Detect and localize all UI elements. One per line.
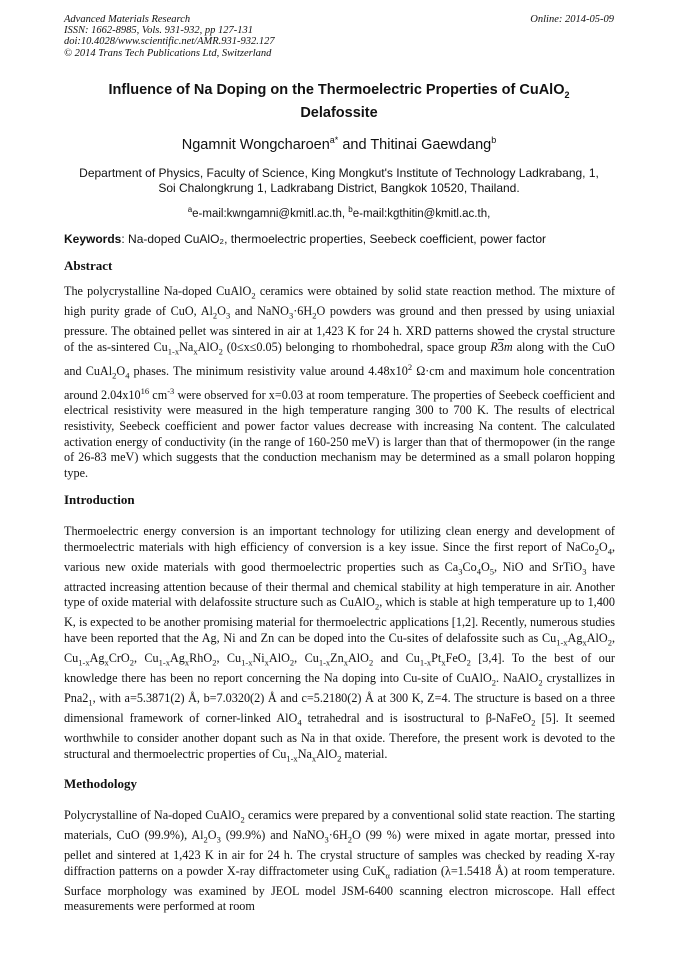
issn-line: ISSN: 1662-8985, Vols. 931-932, pp 127-131 [64, 25, 253, 37]
author-1: Ngamnit Wongcharoen [181, 136, 330, 153]
doi-line: doi:10.4028/www.scientific.net/AMR.931-932.127 [64, 36, 275, 48]
author-emails: $^a$e-mail:kwngamni@kmitl.ac.th, $^b$e-mail:kgthitin@kmitl.ac.th, [187, 205, 491, 220]
journal-name: Advanced Materials Research [64, 14, 191, 25]
author-2: Thitinai Gaewdang [370, 136, 492, 153]
paper-title: Influence of Na Doping on the Thermoelectric Properties of CuAlO$_2$ Delafossite [108, 82, 570, 121]
copyright-line: © 2014 Trans Tech Publications Ltd, Switzerland [64, 47, 272, 59]
methodology-heading: Methodology [64, 776, 137, 791]
author-list: Ngamnit Wongcharoen$^{a*}$ and Thitinai Gaewdang$^b$ [181, 135, 497, 153]
abstract-heading: Abstract [64, 258, 113, 273]
abstract-paragraph: The polycrystalline Na-doped CuAlO$_2$ ceramics were obtained by solid state reaction method. The mixture of high purity grade of CuO, $Al_2O_3$ and $NaNO_3\cdot 6H_2O$ powders was ground and then pressed by using uniaxial pressure. The obtained pellet was sintered in air at 1,423 K for 24 h. XRD patterns showed the crystal structure of the as-sintered $Cu_{1-x}Na_xAlO_2$ (0≤x≤0.05) belonging to rhombohedral, space group R3m along with the CuO and $CuAl_2O_4$ phases. The minimum resistivity value around $4.48x10^2$ Ω·cm and maximum hole concentration around $2.04x10^{16}$ $cm^{-3}$ were observed for x=0.03 at room temperature. The properties of Seebeck coefficient and electrical resistivity were measured in the high temperature ranging 300 to 700 K. The results of electrical resistivity, Seebeck coefficient and power factor values decrease with increasing Na content. The calculated activation energy of conductivity (in the range of 160-250 meV) is larger than that of thermopower (in the range of 26-83 meV) which suggests that the conduction mechanism may be determined as a small polaron hopping type. [64, 284, 616, 480]
journal-header [64, 14, 275, 59]
introduction-paragraph: Thermoelectric energy conversion is an important technology for utilizing clean energy and development of thermoelectric materials with high efficiency of conversion is a key issue. Since the first report of $NaCo_2O_4$, various new oxide materials with good thermoelectric properties such as $Ca_3Co_4O_5$, NiO and SrTiO$_3$ have attracted increasing attention because of their thermal and chemical stability at high temperature in air. Another type of oxide material with delafossite structure such as CuAlO$_2$, which is stable at high temperature up to 1,400 K, is expected to be another promising material for thermoelectric applications [1,2]. Recently, numerous studies have been reported that the Ag, Ni and Zn can be doped into the Cu-sites of delafossite such as $Cu_{1-x}Ag_xAlO_2$, $Cu_{1-x}Ag_xCrO_2$, $Cu_{1-x}Ag_xRhO_2$, $Cu_{1-x}Ni_xAlO_2$, $Cu_{1-x}Zn_xAlO_2$ and $Cu_{1-x}Pt_xFeO_2$ [3,4]. To the best of our knowledge there has been no report concerning the Na doping into Cu-site of CuAlO$_2$. NaAlO$_2$ crystallizes in $Pna2_1$, with a=5.3871(2) Å, b=7.0320(2) Å and c=5.2180(2) Å at 300 K, Z=4. The structure is based on a three dimensional framework of corner-linked AlO$_4$ tetrahedral and is isostructural to β-NaFeO$_2$ [5]. It seemed worthwhile to consider another dopant such as Na in that oxide. Therefore, the present work is devoted to the structural and thermoelectric properties of $Cu_{1-x}Na_xAlO_2$ material. [64, 524, 615, 764]
affiliation: Department of Physics, Faculty of Science, King Mongkut's Institute of Technology Ladkrabang, 1, Soi Chalongkrung 1, Ladkrabang District, Bangkok 10520, Thailand. [79, 166, 599, 195]
keywords: Keywords: Na-doped CuAlO₂, thermoelectric properties, Seebeck coefficient, power factor [64, 232, 546, 246]
email-b[interactable]: e-mail:kgthitin@kmitl.ac.th, [352, 207, 491, 220]
online-date: Online: 2014-05-09 [530, 14, 614, 25]
introduction-heading: Introduction [64, 492, 135, 507]
email-a[interactable]: e-mail:kwngamni@kmitl.ac.th, [192, 207, 349, 220]
keywords-label: Keywords [64, 232, 122, 246]
methodology-paragraph: Polycrystalline of Na-doped CuAlO$_2$ ceramics were prepared by a conventional solid state reaction. The starting materials, CuO (99.9%), $Al_2O_3$ (99.9%) and $NaNO_3\cdot 6H_2O$ (99 %) were mixed in agate mortar, pressed into pellet and sintered at 1,423 K in air for 24 h. The crystal structure of samples was checked by reading X-ray diffraction patterns on a powder X-ray diffractometer using CuK$_\alpha$ radiation (λ=1.5418 Å) at room temperature. Surface morphology was examined by JEOL model JSM-6400 scanning electron microscope. Hall effect measurements were performed at room [64, 808, 616, 914]
